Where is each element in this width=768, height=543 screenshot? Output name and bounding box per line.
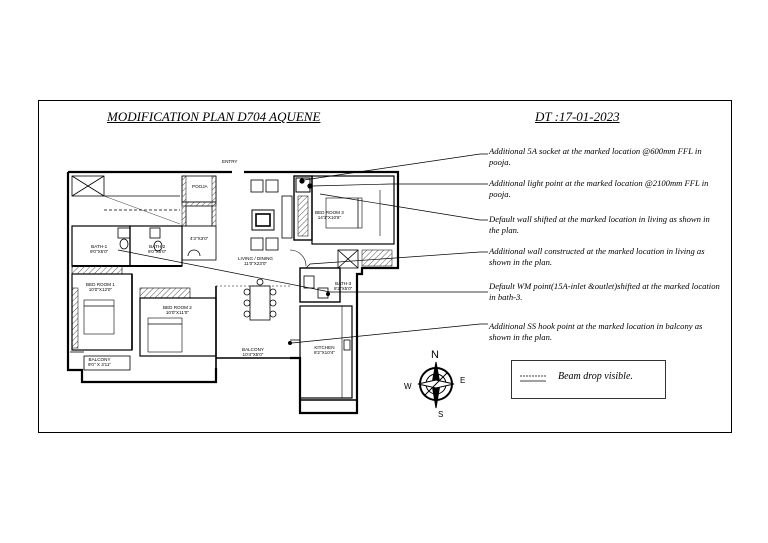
note-wall-constructed: Additional wall constructed at the marked location in living as shown in the plan. (489, 246, 705, 267)
compass-e: E (460, 376, 466, 385)
compass-rose (418, 362, 454, 408)
label-bath-3: BATH-3 8'2"X5'0" (334, 281, 353, 292)
label-kitchen: KITCHEN 8'2"X10'4" (314, 345, 335, 356)
note-wall-shifted: Default wall shifted at the marked location in living as shown in the plan. (489, 214, 710, 235)
label-bath-1: BATH-1 9'0"X5'0" (90, 244, 109, 255)
label-bed-room-1: BED ROOM 1 10'0"X12'0" (86, 282, 115, 293)
label-bed-room-3: BED ROOM 3 14'1"X10'6" (315, 210, 344, 221)
floor-plan (68, 172, 398, 413)
note-socket: Additional 5A socket at the marked location @600mm FFL in pooja. (489, 146, 702, 167)
note-ss-hook: Additional SS hook point at the marked location in balcony as shown in the plan. (489, 321, 703, 342)
living-sofa-left (251, 180, 263, 192)
dining-table (250, 286, 270, 320)
label-lobby: 4'3"X3'0" (190, 236, 209, 241)
legend-text: Beam drop visible. (558, 371, 633, 382)
compass-w: W (404, 382, 412, 391)
label-living: LIVING / DINING 11'0"X23'0" (238, 256, 273, 267)
compass-n: N (431, 349, 439, 361)
label-bath-2: BATH-2 9'0"X5'0" (148, 244, 167, 255)
sheet-date: DT :17-01-2023 (535, 109, 620, 124)
label-entry: ENTRY (222, 159, 238, 164)
note-wm-point: Default WM point(15A-inlet &outlet)shifted at the marked location in bath-3. (489, 281, 720, 302)
label-pooja: POOJA (192, 184, 208, 189)
note-light-point: Additional light point at the marked location @2100mm FFL in pooja. (489, 178, 709, 199)
label-bed-room-2: BED ROOM 2 10'0"X11'0" (163, 305, 192, 316)
outer-wall (68, 172, 398, 413)
label-balcony-2: BALCONY 10'4"X5'0" (242, 347, 264, 358)
compass-s: S (438, 410, 444, 419)
sheet-title: MODIFICATION PLAN D704 AQUENE (107, 109, 321, 124)
label-balcony-1: BALCONY 9'0" X 3'11" (88, 357, 112, 368)
